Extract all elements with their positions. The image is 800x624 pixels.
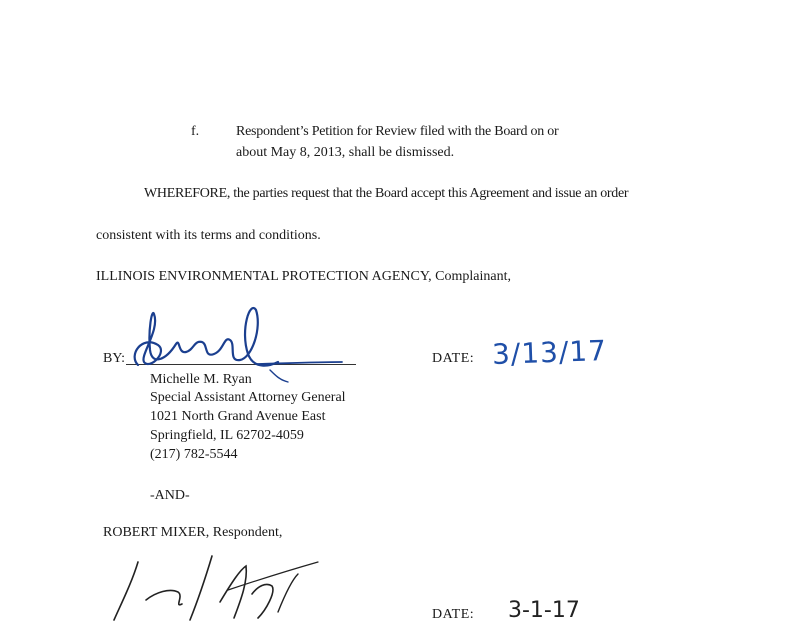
signer-name: Michelle M. Ryan [150, 372, 252, 387]
complainant-heading: ILLINOIS ENVIRONMENTAL PROTECTION AGENCY, Complainant, [96, 269, 511, 284]
respondent-date-label: DATE: [432, 607, 475, 622]
list-item-text-line1: Respondent’s Petition for Review filed with the Board on or [236, 124, 559, 139]
respondent-signature-image [108, 552, 328, 622]
signer-title: Special Assistant Attorney General [150, 390, 346, 405]
handwritten-date: 3/13/17 [491, 334, 608, 371]
address-line1: 1021 North Grand Avenue East [150, 409, 326, 424]
respondent-handwritten-date: 3-1-17 [508, 598, 580, 623]
phone-number: (217) 782-5544 [150, 447, 238, 462]
respondent-heading: ROBERT MIXER, Respondent, [103, 525, 283, 540]
and-separator: -AND- [150, 488, 190, 503]
date-label: DATE: [432, 351, 475, 366]
by-label: BY: [103, 351, 126, 366]
address-line2: Springfield, IL 62702-4059 [150, 428, 304, 443]
wherefore-line1: WHEREFORE, the parties request that the Board accept this Agreement and issue an order [144, 186, 629, 201]
list-item-text-line2: about May 8, 2013, shall be dismissed. [236, 145, 455, 160]
wherefore-line2: consistent with its terms and conditions. [96, 228, 321, 243]
list-item-letter: f. [191, 124, 200, 139]
